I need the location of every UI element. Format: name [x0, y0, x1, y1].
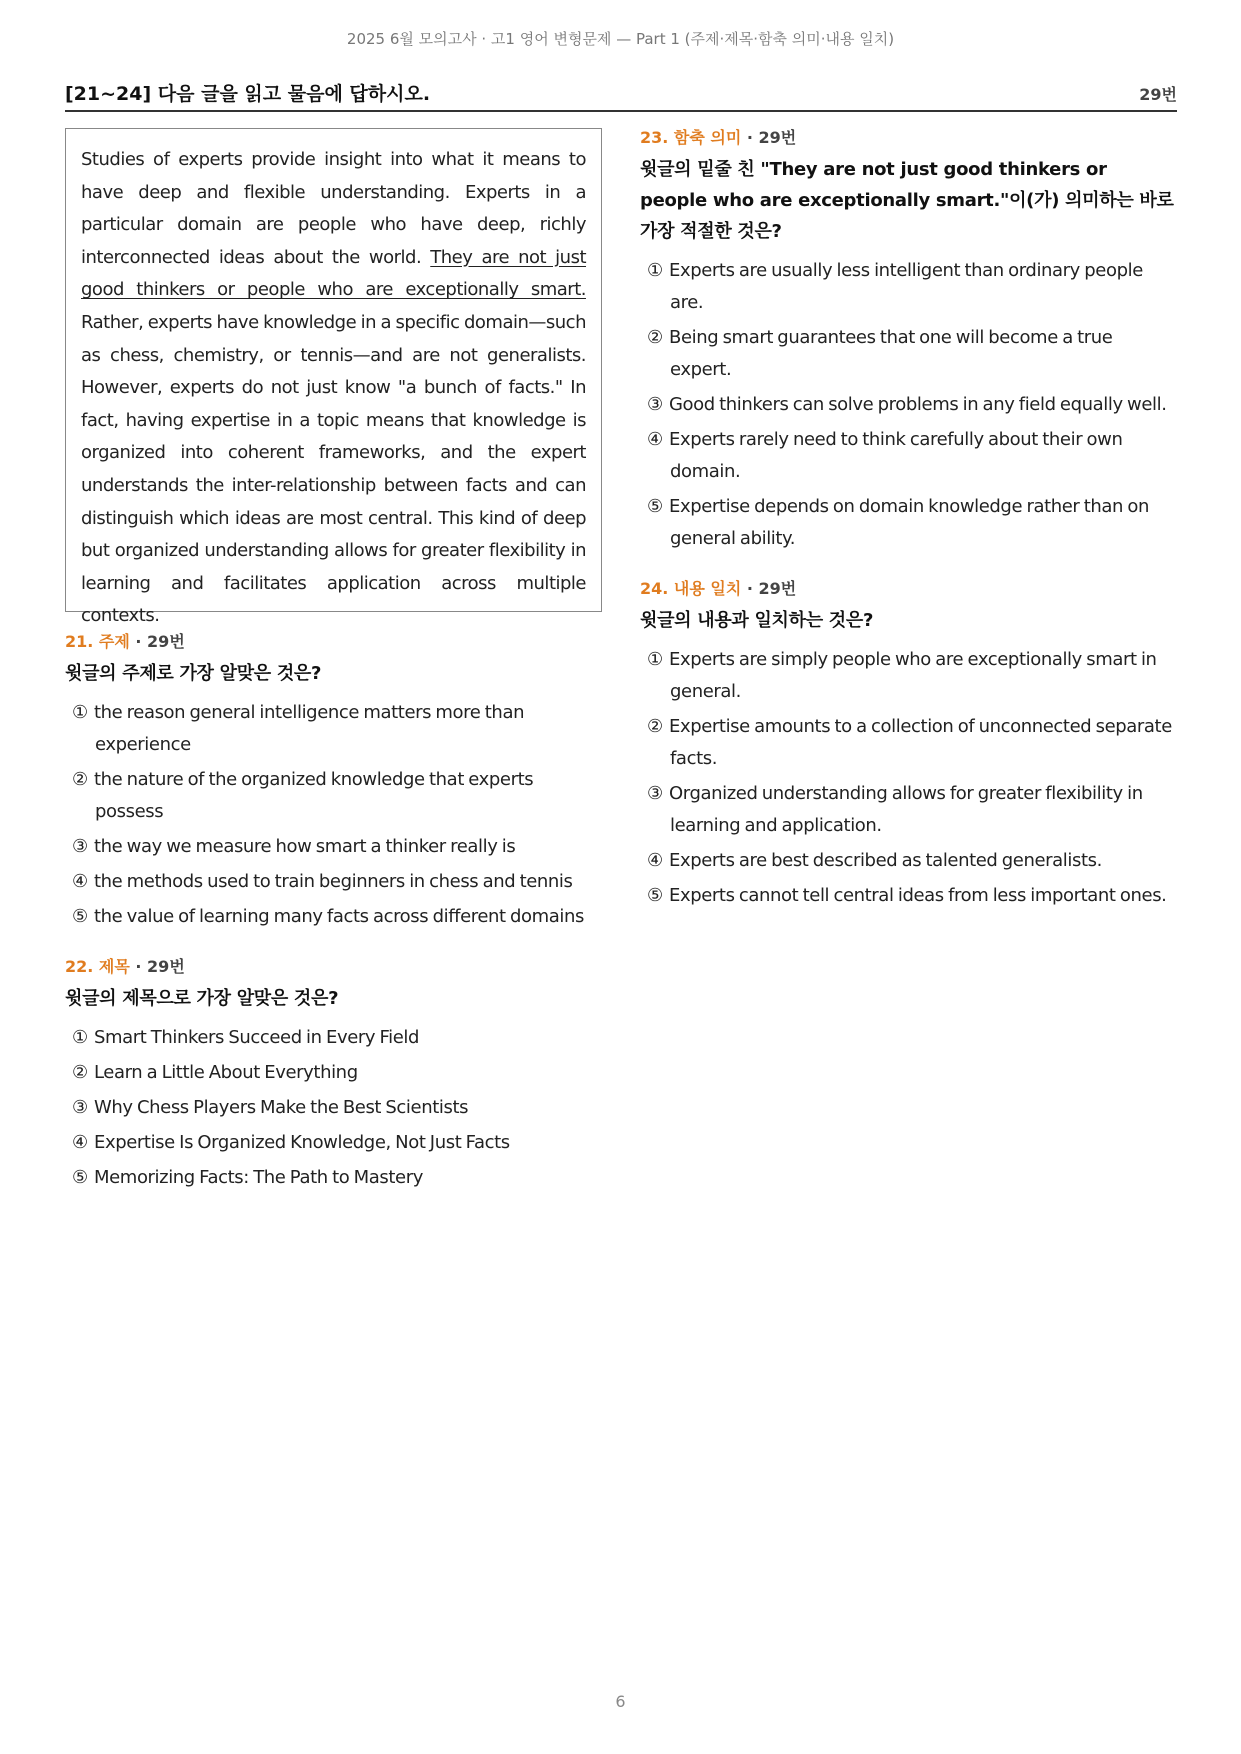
option-marker: ② [647, 716, 663, 737]
option-list [640, 255, 1177, 555]
option-item[interactable] [65, 1092, 605, 1124]
option-marker: ⑤ [72, 906, 88, 927]
page-number: 6 [615, 1692, 626, 1711]
option-marker: ① [647, 260, 663, 281]
option-text: Experts are best described as talented generalists. [669, 850, 1102, 871]
section-header [65, 76, 1177, 112]
passage-underlined-sentence: They are not just good thinkers or people who are exceptionally smart. [81, 246, 587, 301]
option-item[interactable] [640, 845, 1177, 877]
question-separator: · [129, 957, 148, 976]
option-text: the reason general intelligence matters more than experience [94, 702, 525, 755]
option-item[interactable] [640, 880, 1177, 912]
left-column [65, 630, 605, 1216]
option-marker: ⑤ [647, 885, 663, 906]
option-item[interactable] [640, 711, 1177, 775]
option-text: Smart Thinkers Succeed in Every Field [94, 1027, 420, 1048]
question-header [65, 955, 605, 979]
option-item[interactable] [640, 389, 1177, 421]
question-stem: 윗글의 제목으로 가장 알맞은 것은? [65, 988, 339, 1009]
question-source-number: 29번 [758, 579, 797, 598]
right-column [640, 126, 1177, 934]
option-item[interactable] [65, 1057, 605, 1089]
option-item[interactable] [65, 1162, 605, 1194]
option-marker: ④ [647, 429, 663, 450]
question-label: 23. 함축 의미 [640, 128, 742, 147]
option-item[interactable] [640, 424, 1177, 488]
option-marker: ③ [72, 836, 88, 857]
option-text: the nature of the organized knowledge that experts possess [94, 769, 534, 822]
option-marker: ④ [72, 1132, 88, 1153]
option-item[interactable] [640, 491, 1177, 555]
option-item[interactable] [640, 322, 1177, 386]
running-header: 2025 6월 모의고사 · 고1 영어 변형문제 — Part 1 (주제·제목·함축 의미·내용 일치) [346, 30, 895, 48]
option-text: Good thinkers can solve problems in any field equally well. [669, 394, 1167, 415]
question-label: 21. 주제 [65, 632, 130, 651]
option-text: Experts are simply people who are exceptionally smart in general. [669, 649, 1157, 702]
option-marker: ① [647, 649, 663, 670]
option-marker: ③ [647, 394, 663, 415]
option-text: Experts cannot tell central ideas from less important ones. [669, 885, 1167, 906]
question-separator: · [741, 579, 759, 598]
passage-after: Rather, experts have knowledge in a specific domain—such as chess, chemistry, or tennis—and are not generalists. However, experts do not just know "a bunch of facts." In fact, having expertise in a topic means that knowledge is organized into coherent frameworks, and the expert understands the inter-relationship between facts and can distinguish which ideas are most central. This kind of deep but organized understanding allows for greater flexibility in learning and facilitates application across multiple contexts. [81, 311, 586, 627]
option-item[interactable] [640, 778, 1177, 842]
option-text: the methods used to train beginners in chess and tennis [94, 871, 573, 892]
option-text: Memorizing Facts: The Path to Mastery [94, 1167, 423, 1188]
question-label: 24. 내용 일치 [640, 579, 742, 598]
option-text: Expertise amounts to a collection of unconnected separate facts. [669, 716, 1172, 769]
option-text: Expertise Is Organized Knowledge, Not Just Facts [94, 1132, 510, 1153]
question-source-number: 29번 [147, 632, 185, 651]
question-source-number: 29번 [147, 957, 185, 976]
passage-before: Studies of experts provide insight into what it means to have deep and flexible understanding. Experts in a particular domain are people who have deep, richly interconnected ideas about the world. [81, 149, 586, 268]
option-marker: ④ [72, 871, 88, 892]
question-separator: · [129, 632, 148, 651]
option-marker: ① [72, 1027, 88, 1048]
question-stem: 윗글의 내용과 일치하는 것은? [640, 610, 874, 631]
option-item[interactable] [65, 901, 605, 933]
option-text: Why Chess Players Make the Best Scientists [94, 1097, 469, 1118]
option-marker: ④ [647, 850, 663, 871]
option-item[interactable] [65, 1022, 605, 1054]
option-item[interactable] [65, 697, 605, 761]
section-title: [21~24] 다음 글을 읽고 물음에 답하시오. [65, 83, 431, 105]
question-header [65, 630, 605, 654]
question-21 [65, 630, 605, 933]
option-text: Organized understanding allows for greater flexibility in learning and application. [669, 783, 1143, 836]
option-text: Expertise depends on domain knowledge rather than on general ability. [669, 496, 1149, 549]
passage-text [81, 144, 586, 633]
question-header [640, 126, 1177, 150]
option-item[interactable] [640, 644, 1177, 708]
option-text: the value of learning many facts across different domains [94, 906, 584, 927]
option-text: Experts rarely need to think carefully about their own domain. [669, 429, 1123, 482]
option-marker: ② [72, 1062, 88, 1083]
question-24 [640, 577, 1177, 912]
question-stem: 윗글의 밑줄 친 "They are not just good thinkers or people who are exceptionally smart."이(가) 의미하는 바로 가장 적절한 것은? [640, 159, 1174, 242]
option-item[interactable] [640, 255, 1177, 319]
option-text: the way we measure how smart a thinker really is [94, 836, 516, 857]
option-marker: ② [647, 327, 663, 348]
section-number: 29번 [1139, 85, 1177, 104]
option-marker: ① [72, 702, 88, 723]
option-marker: ⑤ [72, 1167, 88, 1188]
option-item[interactable] [65, 866, 605, 898]
option-text: Being smart guarantees that one will become a true expert. [669, 327, 1113, 380]
option-marker: ③ [647, 783, 663, 804]
question-label: 22. 제목 [65, 957, 130, 976]
option-marker: ⑤ [647, 496, 663, 517]
option-marker: ② [72, 769, 88, 790]
option-list [640, 644, 1177, 912]
option-item[interactable] [65, 764, 605, 828]
question-header [640, 577, 1177, 601]
option-list [65, 697, 605, 933]
option-item[interactable] [65, 831, 605, 863]
option-list [65, 1022, 605, 1194]
option-marker: ③ [72, 1097, 88, 1118]
option-text: Learn a Little About Everything [94, 1062, 358, 1083]
option-text: Experts are usually less intelligent than ordinary people are. [669, 260, 1143, 313]
question-source-number: 29번 [758, 128, 797, 147]
question-stem: 윗글의 주제로 가장 알맞은 것은? [65, 663, 322, 684]
question-22 [65, 955, 605, 1194]
option-item[interactable] [65, 1127, 605, 1159]
question-23 [640, 126, 1177, 555]
question-separator: · [741, 128, 759, 147]
passage-box [65, 128, 602, 627]
